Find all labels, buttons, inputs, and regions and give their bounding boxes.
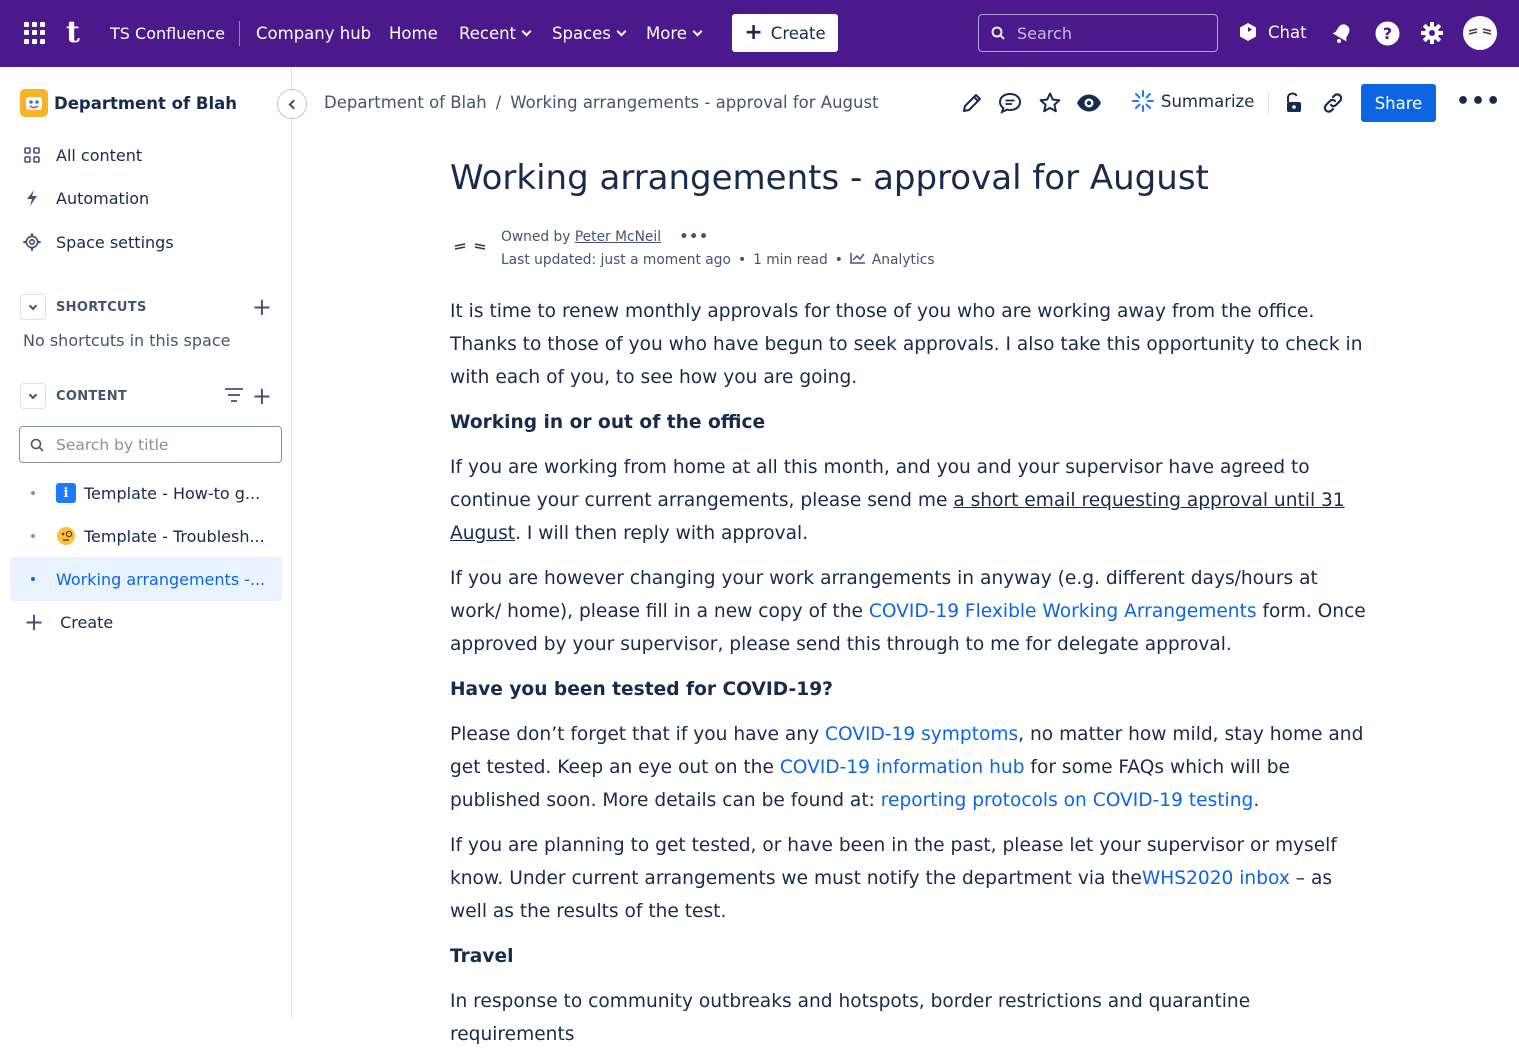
sidebar-item-automation[interactable]	[22, 188, 149, 208]
owner-more-icon[interactable]: •••	[679, 229, 709, 245]
text: – as well as the results of the test.	[450, 868, 1333, 922]
nav-label: More	[646, 24, 687, 43]
nav-label: Company hub	[256, 24, 372, 43]
comment-icon[interactable]	[997, 90, 1023, 116]
whs2020-inbox-link[interactable]: WHS2020 inbox	[1141, 868, 1290, 889]
search-placeholder: Search	[1017, 23, 1072, 43]
notifications-bell-icon[interactable]	[1329, 20, 1355, 46]
site-name[interactable]: TS Confluence	[110, 24, 225, 43]
star-icon[interactable]	[1037, 90, 1063, 116]
paragraph	[450, 451, 1370, 550]
chat-label: Chat	[1268, 22, 1307, 42]
tree-item-label: Template - How-to g...	[84, 483, 261, 503]
filter-icon[interactable]	[224, 387, 244, 407]
search-placeholder: Search by title	[56, 435, 169, 454]
nav-spaces[interactable]	[552, 24, 625, 43]
plus-icon: +	[24, 608, 45, 636]
share-label: Share	[1374, 93, 1423, 113]
search-input[interactable]	[978, 14, 1218, 52]
tree-item-label: Working arrangements -...	[56, 569, 266, 589]
paragraph	[450, 718, 1370, 817]
covid-info-hub-link[interactable]: COVID-19 information hub	[779, 757, 1025, 778]
text: , no matter how mild, stay home and get tested. Keep an eye out on the	[450, 724, 1364, 778]
top-navigation-bar	[0, 0, 1519, 67]
plus-icon: +	[744, 20, 763, 45]
sidebar-create-button[interactable]	[24, 608, 114, 636]
owner-link[interactable]: Peter McNeil	[574, 229, 662, 245]
lightning-icon	[22, 188, 42, 208]
collapse-sidebar-button[interactable]	[277, 89, 307, 119]
analytics-chart-icon	[850, 252, 866, 264]
breadcrumb-space-link[interactable]: Department of Blah	[324, 93, 487, 112]
paragraph: It is time to renew monthly approvals for those of you who are working away from the office. Thanks to those of you who have begun to seek approvals. I also take this opportunity to check in with each of you, to see how you are going.	[450, 301, 1363, 388]
search-by-title-input[interactable]	[19, 426, 282, 463]
bullet: •	[834, 252, 843, 268]
analytics-label: Analytics	[871, 252, 935, 268]
rovo-chat-icon	[1238, 22, 1258, 42]
owner-avatar[interactable]	[450, 228, 490, 268]
text: If you are planning to get tested, or have been in the past, please let your supervisor or myself know. Under current arrangements we must notify the department via the	[450, 835, 1337, 889]
monocle-face-icon	[56, 526, 76, 546]
page-title: Working arrangements - approval for August	[450, 158, 1209, 198]
section-heading: Working in or out of the office	[450, 412, 766, 433]
avatar-eyes-icon	[1468, 28, 1492, 38]
settings-gear-icon[interactable]	[1419, 20, 1445, 46]
summarize-button[interactable]	[1132, 90, 1254, 112]
gear-icon	[22, 232, 42, 252]
paragraph: In response to community outbreaks and hotspots, border restrictions and quarantine requirements	[450, 991, 1251, 1045]
add-content-plus-icon[interactable]: +	[251, 382, 272, 410]
byline-text	[501, 226, 935, 272]
avatar-eyes-icon	[453, 242, 487, 254]
breadcrumb	[324, 93, 879, 112]
space-header[interactable]	[20, 89, 237, 117]
page-byline	[450, 226, 935, 272]
owned-by-prefix: Owned by	[501, 229, 571, 245]
search-icon	[991, 26, 1005, 40]
nav-company-hub[interactable]	[256, 24, 371, 43]
breadcrumb-separator: /	[495, 93, 502, 112]
summarize-label: Summarize	[1161, 91, 1255, 111]
edit-pencil-icon[interactable]	[959, 90, 985, 116]
text: If you are however changing your work arrangements in anyway (e.g. different days/hours at work/ home), please fill in a new copy of the	[450, 568, 1318, 622]
add-shortcut-plus-icon[interactable]: +	[251, 293, 272, 321]
app-switcher-icon[interactable]	[24, 22, 46, 44]
chevron-down-icon	[522, 27, 532, 37]
tree-item-label: Template - Troublesh...	[84, 526, 265, 546]
nav-recent[interactable]	[459, 24, 530, 43]
space-sidebar	[0, 67, 292, 1018]
bullet	[31, 491, 35, 495]
nav-label: Recent	[459, 24, 517, 43]
chevron-down-icon	[29, 301, 37, 309]
restrictions-lock-icon[interactable]	[1281, 90, 1307, 116]
chevron-left-icon	[289, 99, 299, 109]
sidebar-item-label: Automation	[56, 188, 150, 208]
toolbar-divider	[1268, 92, 1269, 114]
text: for some FAQs which will be published soon. More details can be found at:	[450, 757, 1290, 811]
chevron-down-icon	[29, 390, 37, 398]
tree-item-troubleshooting[interactable]	[10, 514, 282, 558]
reporting-protocols-link[interactable]: reporting protocols on COVID-19 testing	[880, 790, 1254, 811]
profile-avatar[interactable]	[1463, 16, 1497, 50]
shortcuts-label: SHORTCUTS	[56, 299, 147, 315]
content-collapse-toggle[interactable]	[20, 383, 46, 409]
watch-eye-icon[interactable]	[1076, 90, 1102, 116]
nav-home[interactable]	[389, 24, 438, 43]
more-actions-icon[interactable]: •••	[1456, 89, 1502, 114]
share-button[interactable]	[1361, 84, 1436, 122]
search-icon	[30, 438, 44, 452]
content-section-header	[20, 383, 282, 409]
text: form. Once approved by your supervisor, please send this through to me for delegate approval.	[450, 601, 1366, 655]
help-icon[interactable]	[1374, 20, 1400, 46]
chevron-down-icon	[616, 27, 626, 37]
text: If you are working from home at all this month, and you and your supervisor have agreed to continue your current arrangements, please send me	[450, 457, 1310, 511]
text: . I will then reply with approval.	[515, 523, 809, 544]
nav-label: Home	[389, 24, 438, 43]
paragraph	[450, 829, 1370, 928]
grid-icon	[22, 145, 42, 165]
tree-item-working-arrangements[interactable]	[10, 557, 282, 601]
create-label: Create	[770, 23, 826, 43]
page-body	[450, 295, 1370, 1063]
flexible-working-form-link[interactable]: COVID-19 Flexible Working Arrangements	[868, 601, 1257, 622]
sidebar-item-space-settings[interactable]	[22, 232, 174, 252]
chat-button[interactable]	[1238, 22, 1307, 42]
breadcrumb-page-link[interactable]: Working arrangements - approval for August	[510, 93, 879, 112]
shortcuts-section-header	[20, 294, 282, 320]
nav-more[interactable]	[646, 24, 701, 43]
confluence-logo-icon[interactable]: t	[66, 15, 80, 50]
divider	[239, 21, 240, 46]
ai-sparkle-icon	[1132, 90, 1154, 112]
space-name: Department of Blah	[54, 93, 237, 113]
bullet: •	[737, 252, 747, 268]
sidebar-item-all-content[interactable]	[22, 145, 142, 165]
analytics-link[interactable]	[850, 252, 935, 268]
chevron-down-icon	[692, 27, 702, 37]
create-button[interactable]	[732, 14, 838, 52]
paragraph	[450, 562, 1370, 661]
section-heading: Have you been tested for COVID-19?	[450, 679, 833, 700]
shortcuts-collapse-toggle[interactable]	[20, 294, 46, 320]
create-label: Create	[60, 612, 114, 632]
copy-link-icon[interactable]	[1320, 90, 1346, 116]
bullet	[31, 577, 35, 581]
read-time: 1 min read	[753, 252, 828, 268]
svg-text:?: ?	[1382, 23, 1392, 43]
no-shortcuts-text: No shortcuts in this space	[23, 331, 231, 350]
nav-label: Spaces	[552, 24, 611, 43]
sidebar-item-label: All content	[56, 145, 143, 165]
text: .	[1253, 790, 1260, 811]
email-request-link[interactable]: a short email requesting approval until 31 August	[450, 490, 1345, 544]
text: Please don’t forget that if you have any	[450, 724, 825, 745]
section-heading: Travel	[450, 946, 514, 967]
info-icon: i	[56, 483, 76, 503]
space-logo-icon	[20, 89, 48, 117]
last-updated: Last updated: just a moment ago	[501, 252, 731, 268]
covid-symptoms-link[interactable]: COVID-19 symptoms	[825, 724, 1019, 745]
content-label: CONTENT	[56, 388, 128, 404]
tree-item-how-to[interactable]	[10, 471, 282, 515]
bullet	[31, 534, 35, 538]
sidebar-item-label: Space settings	[56, 232, 174, 252]
